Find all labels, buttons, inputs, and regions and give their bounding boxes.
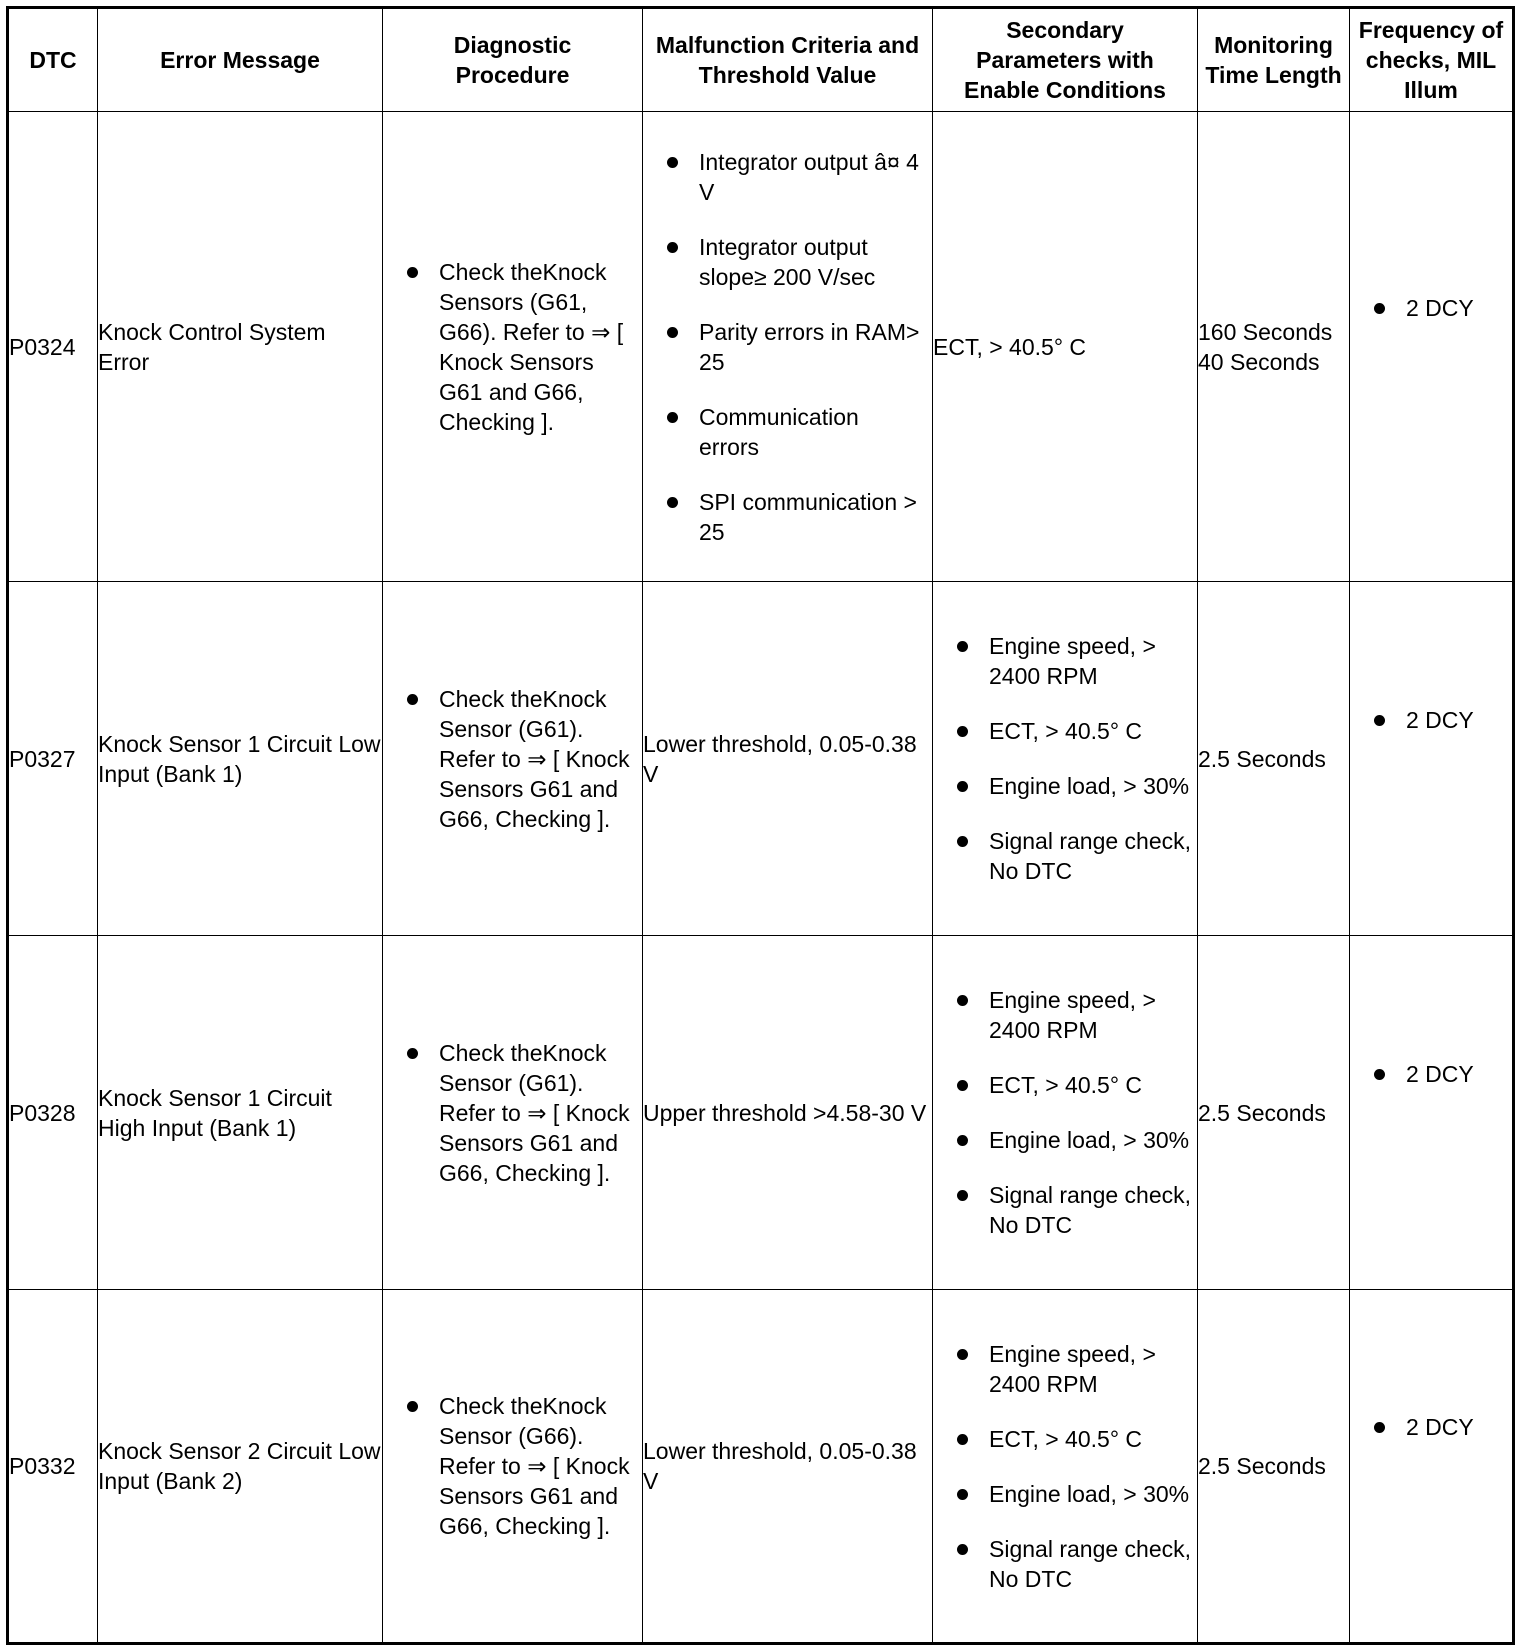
secondary-item: Engine speed, > 2400 RPM xyxy=(933,1339,1197,1399)
dtc-table xyxy=(6,6,1515,1645)
secondary-item: ECT, > 40.5° C xyxy=(933,1070,1197,1100)
dtc-code: P0324 xyxy=(8,112,98,582)
diagnostic-procedure xyxy=(383,1290,643,1644)
secondary-item: Engine load, > 30% xyxy=(933,771,1197,801)
frequency xyxy=(1350,582,1514,936)
dtc-code: P0328 xyxy=(8,936,98,1290)
header-error-message: Error Message xyxy=(98,8,383,112)
criteria-item: SPI communication > 25 xyxy=(643,487,922,547)
procedure-item: Check theKnock Sensor (G66). Refer to ⇒ [ Knock Sensors G61 and G66, Checking ]. xyxy=(383,1391,642,1541)
dtc-code: P0327 xyxy=(8,582,98,936)
diagnostic-procedure xyxy=(383,582,643,936)
secondary-parameters xyxy=(933,936,1198,1290)
diagnostic-procedure xyxy=(383,112,643,582)
secondary-item: Engine speed, > 2400 RPM xyxy=(933,631,1197,691)
frequency-item: 2 DCY xyxy=(1350,1059,1512,1089)
criteria-item: Integrator output slope≥ 200 V/sec xyxy=(643,232,922,292)
monitoring-time: 160 Seconds 40 Seconds xyxy=(1198,112,1350,582)
malfunction-criteria: Lower threshold, 0.05-0.38 V xyxy=(643,582,933,936)
frequency xyxy=(1350,1290,1514,1644)
error-message: Knock Control System Error xyxy=(98,112,383,582)
secondary-item: Signal range check, No DTC xyxy=(933,826,1197,886)
frequency-item: 2 DCY xyxy=(1350,293,1512,323)
header-diagnostic-procedure: Diagnostic Procedure xyxy=(383,8,643,112)
header-dtc: DTC xyxy=(8,8,98,112)
secondary-item: ECT, > 40.5° C xyxy=(933,716,1197,746)
secondary-item: Signal range check, No DTC xyxy=(933,1180,1197,1240)
criteria-item: Parity errors in RAM> 25 xyxy=(643,317,922,377)
procedure-item: Check theKnock Sensors (G61, G66). Refer to ⇒ [ Knock Sensors G61 and G66, Checking ]. xyxy=(383,257,642,437)
error-message: Knock Sensor 1 Circuit High Input (Bank 1) xyxy=(98,936,383,1290)
secondary-item: Engine speed, > 2400 RPM xyxy=(933,985,1197,1045)
secondary-item: Engine load, > 30% xyxy=(933,1479,1197,1509)
monitoring-time: 2.5 Seconds xyxy=(1198,936,1350,1290)
criteria-item: Communication errors xyxy=(643,402,922,462)
malfunction-criteria: Lower threshold, 0.05-0.38 V xyxy=(643,1290,933,1644)
monitoring-time: 2.5 Seconds xyxy=(1198,1290,1350,1644)
malfunction-criteria: Upper threshold >4.58-30 V xyxy=(643,936,933,1290)
frequency xyxy=(1350,112,1514,582)
secondary-parameters xyxy=(933,1290,1198,1644)
header-secondary-parameters: Secondary Parameters with Enable Conditions xyxy=(933,8,1198,112)
frequency-item: 2 DCY xyxy=(1350,1412,1512,1442)
header-row xyxy=(8,8,1514,112)
table-row xyxy=(8,112,1514,582)
table-row xyxy=(8,936,1514,1290)
secondary-item: Signal range check, No DTC xyxy=(933,1534,1197,1594)
frequency-item: 2 DCY xyxy=(1350,705,1512,735)
monitoring-time: 2.5 Seconds xyxy=(1198,582,1350,936)
header-frequency: Frequency of checks, MIL Illum xyxy=(1350,8,1514,112)
secondary-item: ECT, > 40.5° C xyxy=(933,1424,1197,1454)
diagnostic-procedure xyxy=(383,936,643,1290)
procedure-item: Check theKnock Sensor (G61). Refer to ⇒ [ Knock Sensors G61 and G66, Checking ]. xyxy=(383,1038,642,1188)
table-row xyxy=(8,1290,1514,1644)
header-malfunction-criteria: Malfunction Criteria and Threshold Value xyxy=(643,8,933,112)
criteria-item: Integrator output â¤ 4 V xyxy=(643,147,922,207)
error-message: Knock Sensor 1 Circuit Low Input (Bank 1) xyxy=(98,582,383,936)
header-monitoring-time: Monitoring Time Length xyxy=(1198,8,1350,112)
secondary-parameters xyxy=(933,582,1198,936)
dtc-code: P0332 xyxy=(8,1290,98,1644)
secondary-parameters: ECT, > 40.5° C xyxy=(933,112,1198,582)
procedure-item: Check theKnock Sensor (G61). Refer to ⇒ [ Knock Sensors G61 and G66, Checking ]. xyxy=(383,684,642,834)
table-row xyxy=(8,582,1514,936)
frequency xyxy=(1350,936,1514,1290)
malfunction-criteria xyxy=(643,112,933,582)
error-message: Knock Sensor 2 Circuit Low Input (Bank 2) xyxy=(98,1290,383,1644)
secondary-item: Engine load, > 30% xyxy=(933,1125,1197,1155)
